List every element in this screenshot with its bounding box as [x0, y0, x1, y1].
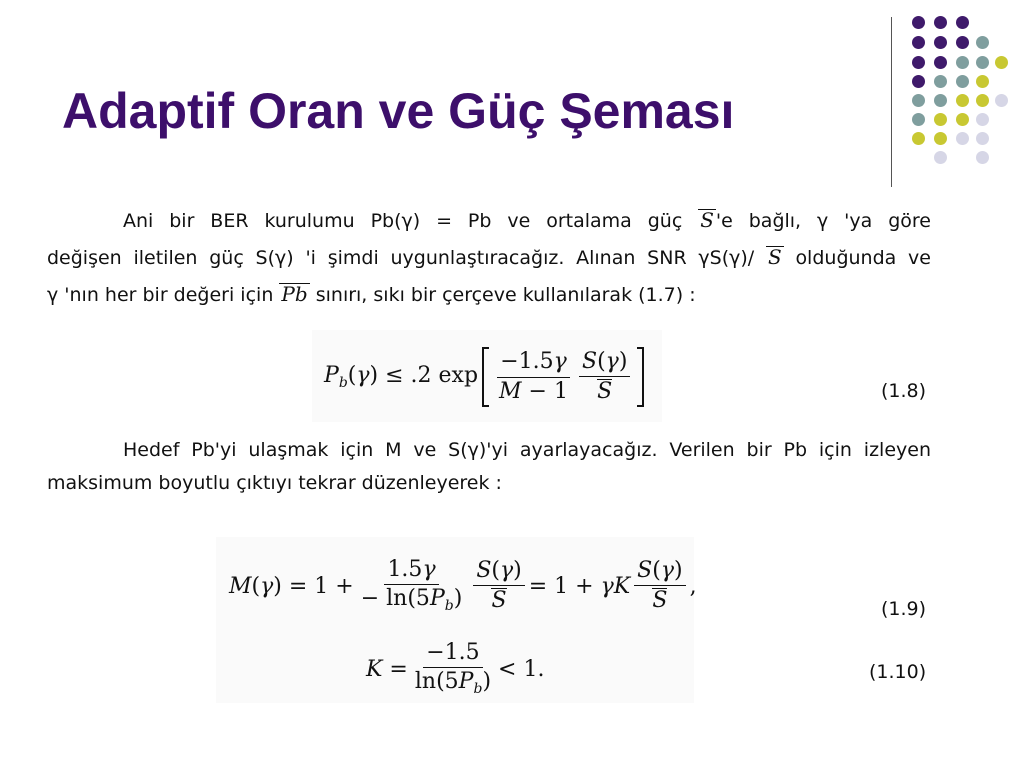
dot — [995, 56, 1008, 69]
dot — [912, 56, 925, 69]
s-bar-symbol: S — [700, 208, 714, 232]
dot — [956, 56, 969, 69]
paragraph-line — [47, 434, 931, 467]
dot — [934, 75, 947, 88]
paragraph-line — [47, 203, 931, 240]
decorative-dot-grid — [906, 16, 1006, 166]
equation-1-10: K = $\frac{-1.5}{\ln(5P_b)}$ < 1. — [366, 639, 545, 697]
dot — [912, 75, 925, 88]
dot — [956, 75, 969, 88]
dot — [934, 36, 947, 49]
dot — [976, 94, 989, 107]
dot — [956, 16, 969, 29]
text-run: sınırı, sıkı bir çerçeve kullanılarak (1.7) : — [315, 284, 696, 306]
equation-number-1-10: (1.10) — [869, 661, 927, 683]
equation-number-1-8: (1.8) — [881, 380, 927, 402]
dot — [934, 94, 947, 107]
text-run: 'e bağlı, γ 'ya göre — [715, 210, 931, 232]
dot — [976, 132, 989, 145]
dot — [934, 151, 947, 164]
s-bar-symbol: S — [767, 245, 782, 269]
dot — [956, 94, 969, 107]
dot — [934, 16, 947, 29]
dot — [912, 36, 925, 49]
paragraph-line — [47, 467, 931, 500]
dot — [956, 36, 969, 49]
dot — [912, 132, 925, 145]
dot — [912, 16, 925, 29]
dot — [956, 132, 969, 145]
dot — [934, 132, 947, 145]
dot — [912, 94, 925, 107]
equation-1-8: $P_b(\gamma) \le .2$ exp $\frac{-1.5\gamma}{M - 1}$ $\frac{S(\gamma)}{S}$ — [324, 343, 648, 411]
dot — [976, 56, 989, 69]
paragraph-intro — [47, 203, 931, 314]
dot — [912, 113, 925, 126]
dot — [976, 151, 989, 164]
dot — [934, 56, 947, 69]
text-run: γ 'nın her bir değeri için — [47, 284, 274, 306]
dot — [956, 113, 969, 126]
dot — [976, 113, 989, 126]
text-run: Hedef Pb'yi ulaşmak için M ve S(γ)'yi ayarlayacağız. Verilen bir Pb için izleyen — [123, 439, 931, 461]
equation-1-9: M(γ) = 1 + $\frac{1.5\gamma}{- \ln(5P_b)}$ $\frac{S(\gamma)}{S}$ = 1 + γK $\frac{S(\gamma)}{S}$ , — [229, 556, 697, 614]
dot — [995, 94, 1008, 107]
dot — [976, 36, 989, 49]
paragraph-line — [47, 277, 931, 314]
equation-number-1-9: (1.9) — [881, 598, 927, 620]
paragraph-target — [47, 434, 931, 500]
dot — [934, 113, 947, 126]
text-run: olduğunda ve — [795, 247, 931, 269]
text-run: değişen iletilen güç S(γ) 'i şimdi uygunlaştıracağız. Alınan SNR γS(γ)/ — [47, 247, 755, 269]
text-run: maksimum boyutlu çıktıyı tekrar düzenleyerek : — [47, 472, 502, 494]
text-run: Ani bir BER kurulumu Pb(γ) = Pb ve ortalama güç — [123, 210, 683, 232]
title-divider-line — [891, 17, 892, 187]
pb-bar-symbol: Pb — [281, 282, 308, 306]
slide-title: Adaptif Oran ve Güç Şeması — [62, 83, 735, 139]
dot — [976, 75, 989, 88]
paragraph-line — [47, 240, 931, 277]
